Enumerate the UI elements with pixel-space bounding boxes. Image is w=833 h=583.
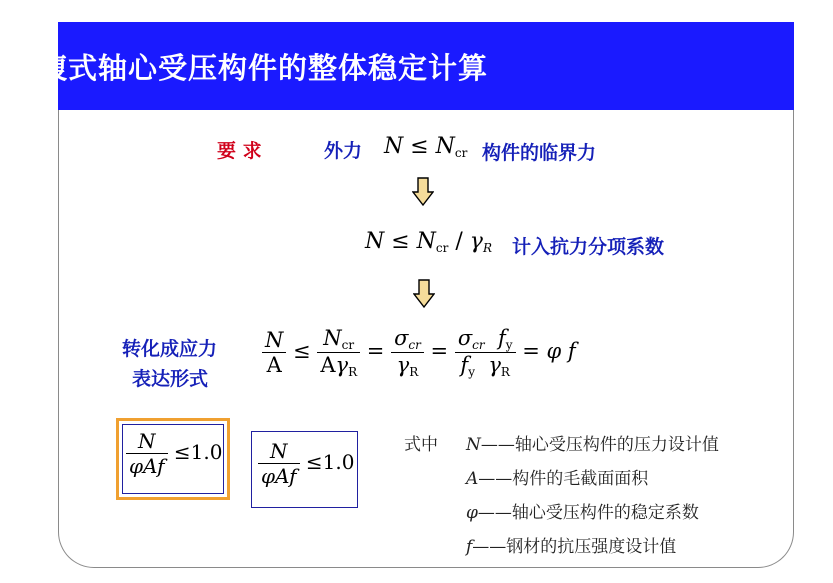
requirement-label: 要 求 — [217, 140, 262, 162]
legend-item: A——构件的毛截面面积 — [466, 469, 649, 489]
legend-item: φ——轴心受压构件的稳定系数 — [466, 503, 699, 523]
legend-intro: 式中 — [404, 435, 438, 455]
down-arrow-icon — [412, 177, 434, 207]
stability-check-formula: $\frac{N}{\text{φAf}}$ ≤1.0 — [258, 439, 354, 488]
legend-item: N——轴心受压构件的压力设计值 — [466, 435, 719, 455]
stress-form-label-1: 转化成应力 — [122, 338, 218, 360]
stress-form-label-2: 表达形式 — [132, 368, 209, 390]
external-force-label: 外力 — [324, 140, 363, 162]
formula-resistance: $N \le N_{cr} / \gamma_R$ — [365, 229, 492, 255]
formula-stress: $\frac{N}{A}$ ≤ $\frac{N_{cr}}{A\gamma_R}$ = $\frac{\sigma_{cr}}{\gamma_R}$ = $\frac{\sigma_{cr} f_y}{f_y \gamma_R}$ = φ f — [262, 326, 576, 379]
down-arrow-icon — [413, 279, 435, 309]
resistance-factor-label: 计入抗力分项系数 — [512, 236, 665, 258]
legend-item: f——钢材的抗压强度设计值 — [466, 537, 677, 557]
formula-box — [251, 431, 358, 508]
formula-basic: $N \le N_{cr}$ — [384, 134, 468, 160]
highlighted-formula-box — [116, 418, 230, 500]
slide-title: 实腹式轴心受压构件的整体稳定计算 — [8, 51, 489, 85]
stability-check-formula: $\frac{N}{\text{φAf}}$ ≤1.0 — [126, 429, 222, 478]
critical-force-label: 构件的临界力 — [482, 142, 597, 164]
